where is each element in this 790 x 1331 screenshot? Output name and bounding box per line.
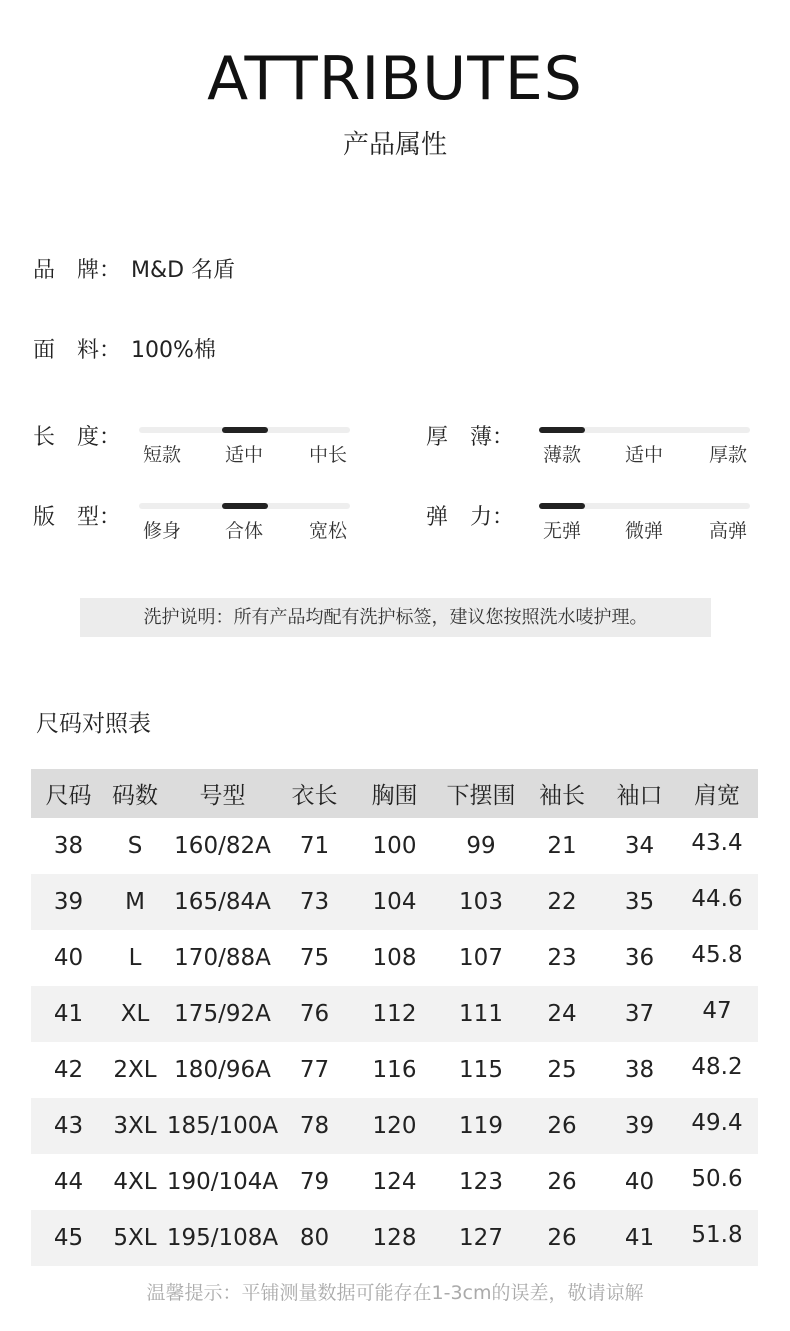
cell-model: 190/104A xyxy=(166,1169,279,1195)
fit-option-slim: 修身 xyxy=(143,520,182,542)
thickness-option-medium: 适中 xyxy=(625,444,664,466)
care-note: 洗护说明：所有产品均配有洗护标签，建议您按照洗水唛护理。 xyxy=(80,598,711,637)
cell-cuff: 35 xyxy=(624,889,655,915)
table-row xyxy=(31,930,758,986)
column-header: 下摆围 xyxy=(446,783,516,809)
cell-code: L xyxy=(128,945,142,971)
cell-size: 40 xyxy=(53,945,84,971)
cell-cuff: 41 xyxy=(624,1225,655,1251)
cell-length: 75 xyxy=(299,945,330,971)
fabric-row xyxy=(33,336,216,366)
cell-sleeve-length: 24 xyxy=(547,1001,577,1027)
cell-model: 175/92A xyxy=(174,1001,271,1027)
cell-sleeve-length: 25 xyxy=(547,1057,577,1083)
page-subtitle: 产品属性 xyxy=(342,130,447,160)
cell-code: 4XL xyxy=(113,1169,157,1195)
table-row xyxy=(31,1042,758,1098)
cell-chest: 116 xyxy=(372,1057,417,1083)
table-row xyxy=(31,1098,758,1154)
fit-scale xyxy=(33,503,363,553)
elasticity-track xyxy=(539,503,750,509)
table-row xyxy=(31,818,758,874)
cell-hem: 103 xyxy=(459,889,503,915)
column-header: 袖长 xyxy=(539,783,585,809)
thickness-scale xyxy=(426,423,756,473)
thickness-label: 厚 薄： xyxy=(426,425,515,450)
fit-indicator xyxy=(222,503,268,509)
cell-hem: 127 xyxy=(459,1225,503,1251)
cell-code: 2XL xyxy=(113,1057,157,1083)
cell-shoulder: 44.6 xyxy=(691,886,743,912)
cell-length: 73 xyxy=(299,889,330,915)
length-label: 长 度： xyxy=(33,425,122,450)
cell-length: 76 xyxy=(299,1001,330,1027)
cell-size: 42 xyxy=(53,1057,84,1083)
column-header: 肩宽 xyxy=(694,783,740,809)
cell-chest: 112 xyxy=(372,1001,417,1027)
cell-length: 71 xyxy=(299,833,330,859)
size-chart-title: 尺码对照表 xyxy=(36,711,151,737)
length-option-short: 短款 xyxy=(143,444,182,466)
cell-model: 165/84A xyxy=(174,889,271,915)
cell-sleeve-length: 26 xyxy=(547,1169,577,1195)
size-chart-table xyxy=(31,769,758,1266)
cell-chest: 108 xyxy=(372,945,417,971)
cell-sleeve-length: 23 xyxy=(547,945,577,971)
cell-cuff: 37 xyxy=(624,1001,655,1027)
cell-chest: 100 xyxy=(372,833,417,859)
cell-model: 185/100A xyxy=(166,1113,279,1139)
cell-hem: 123 xyxy=(459,1169,503,1195)
cell-chest: 120 xyxy=(372,1113,417,1139)
cell-size: 41 xyxy=(53,1001,84,1027)
cell-sleeve-length: 26 xyxy=(547,1113,577,1139)
cell-code: 3XL xyxy=(113,1113,157,1139)
footnote: 温馨提示：平铺测量数据可能存在1-3cm的误差，敬请谅解 xyxy=(146,1282,644,1304)
cell-cuff: 36 xyxy=(624,945,655,971)
cell-shoulder: 49.4 xyxy=(691,1110,743,1136)
fit-track xyxy=(139,503,350,509)
fabric-value: 100%棉 xyxy=(131,338,216,363)
fabric-label: 面 料： xyxy=(33,338,122,363)
cell-length: 78 xyxy=(299,1113,330,1139)
cell-model: 195/108A xyxy=(166,1225,279,1251)
cell-hem: 111 xyxy=(459,1001,503,1027)
cell-hem: 119 xyxy=(459,1113,503,1139)
cell-hem: 107 xyxy=(459,945,503,971)
cell-size: 38 xyxy=(53,833,84,859)
cell-shoulder: 50.6 xyxy=(691,1166,743,1192)
cell-model: 180/96A xyxy=(174,1057,271,1083)
table-row xyxy=(31,1154,758,1210)
elasticity-option-slight: 微弹 xyxy=(625,520,664,542)
column-header: 尺码 xyxy=(45,783,92,809)
cell-cuff: 40 xyxy=(624,1169,655,1195)
cell-length: 80 xyxy=(299,1225,330,1251)
column-header: 衣长 xyxy=(291,783,338,809)
brand-row xyxy=(33,256,235,286)
cell-sleeve-length: 26 xyxy=(547,1225,577,1251)
length-indicator xyxy=(222,427,268,433)
length-option-long: 中长 xyxy=(309,444,348,466)
cell-shoulder: 51.8 xyxy=(691,1222,743,1248)
cell-chest: 128 xyxy=(372,1225,417,1251)
cell-length: 79 xyxy=(299,1169,330,1195)
table-row xyxy=(31,986,758,1042)
thickness-option-thin: 薄款 xyxy=(543,444,582,466)
table-header-row xyxy=(31,769,758,818)
cell-shoulder: 45.8 xyxy=(691,942,743,968)
cell-cuff: 38 xyxy=(624,1057,655,1083)
thickness-track xyxy=(539,427,750,433)
cell-size: 39 xyxy=(53,889,84,915)
cell-chest: 124 xyxy=(372,1169,417,1195)
cell-code: XL xyxy=(120,1001,150,1027)
cell-chest: 104 xyxy=(372,889,417,915)
elasticity-scale xyxy=(426,503,756,553)
length-option-medium: 适中 xyxy=(225,444,264,466)
brand-value: M&D 名盾 xyxy=(131,258,236,283)
cell-shoulder: 43.4 xyxy=(691,830,743,856)
cell-hem: 115 xyxy=(459,1057,503,1083)
cell-model: 160/82A xyxy=(174,833,271,859)
fit-label: 版 型： xyxy=(33,505,122,530)
table-row xyxy=(31,874,758,930)
cell-shoulder: 48.2 xyxy=(691,1054,743,1080)
cell-size: 44 xyxy=(53,1169,84,1195)
cell-code: M xyxy=(125,889,145,915)
length-track xyxy=(139,427,350,433)
cell-code: S xyxy=(127,833,143,859)
elasticity-indicator xyxy=(539,503,585,509)
column-header: 胸围 xyxy=(371,783,418,809)
cell-code: 5XL xyxy=(113,1225,157,1251)
cell-size: 45 xyxy=(53,1225,84,1251)
elasticity-option-none: 无弹 xyxy=(543,520,582,542)
cell-size: 43 xyxy=(53,1113,84,1139)
cell-hem: 99 xyxy=(466,833,496,859)
elasticity-label: 弹 力： xyxy=(426,505,515,530)
column-header: 码数 xyxy=(112,783,158,809)
thickness-option-thick: 厚款 xyxy=(709,444,748,466)
length-scale xyxy=(33,423,363,473)
cell-cuff: 34 xyxy=(624,833,655,859)
column-header: 号型 xyxy=(199,783,246,809)
table-row xyxy=(31,1210,758,1266)
elasticity-option-high: 高弹 xyxy=(709,520,748,542)
cell-model: 170/88A xyxy=(174,945,271,971)
cell-sleeve-length: 22 xyxy=(547,889,577,915)
cell-cuff: 39 xyxy=(624,1113,655,1139)
brand-label: 品 牌： xyxy=(33,258,122,283)
fit-option-regular: 合体 xyxy=(225,520,264,542)
cell-shoulder: 47 xyxy=(702,998,732,1024)
column-header: 袖口 xyxy=(616,783,663,809)
cell-length: 77 xyxy=(299,1057,330,1083)
cell-sleeve-length: 21 xyxy=(547,833,577,859)
fit-option-loose: 宽松 xyxy=(309,520,348,542)
page-title: ATTRIBUTES xyxy=(207,44,583,114)
thickness-indicator xyxy=(539,427,585,433)
